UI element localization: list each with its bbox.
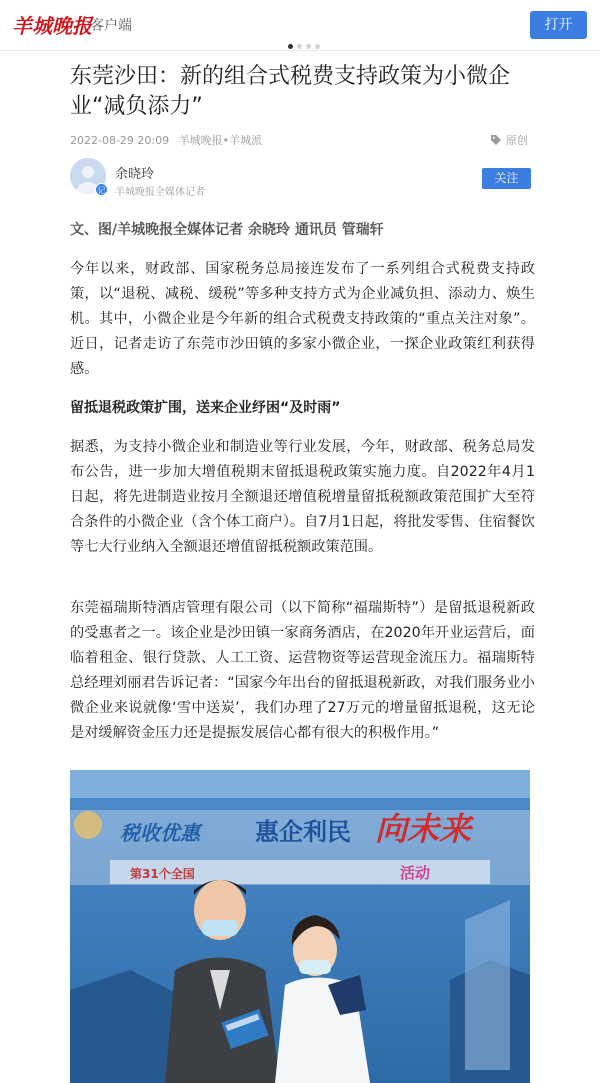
article-photo[interactable]: [70, 770, 530, 1083]
banner-accent-text: 向未来: [375, 810, 472, 848]
article-title: 东莞沙田：新的组合式税费支持政策为小微企业“减负添力”: [70, 64, 511, 119]
paragraph-1: 今年以来，财政部、国家税务总局接连发布了一系列组合式税费支持政策，以“退税、减税、缓税”等多种支持方式为企业减负担、添动力、焕生机。其中，小微企业是今年新的组合式税费支持政策的“重点关注对象”。近日，记者走访了东莞市沙田镇的多家小微企业，一探企业政策红利获得感。: [70, 261, 535, 377]
banner-activity-text: 活动: [400, 864, 431, 882]
topbar-divider: [0, 50, 600, 51]
paragraph-3: 东莞福瑞斯特酒店管理有限公司（以下简称“福瑞斯特”）是留抵退税新政的受惠者之一。该企业是沙田镇一家商务酒店，在2020年开业运营后，面临着租金、银行贷款、人工工资、运营物资等运营现金流压力。福瑞斯特总经理刘丽君告诉记者：“国家今年出台的留抵退税新政，对我们服务业小微企业来说就像‘雪中送炭’，我们办理了27万元的增量留抵退税，这无论是对缓解资金压力还是提振发展信心都有很大的积极作用。”: [70, 600, 535, 741]
original-label: 原创: [506, 134, 528, 147]
original-tag: [490, 132, 528, 148]
publish-date: 2022-08-29 20:09: [70, 134, 170, 147]
reporter-badge: 记: [95, 183, 108, 196]
page-dot: [297, 44, 302, 49]
article-byline: 文、图/羊城晚报全媒体记者 余晓玲 通讯员 管瑞轩: [70, 222, 384, 238]
banner-right-text: 惠企利民: [255, 818, 351, 846]
article-source[interactable]: 羊城晚报•羊城派: [178, 134, 263, 147]
article-meta: [70, 132, 268, 148]
page-dot: [315, 44, 320, 49]
brand-subtitle: 客户端: [90, 18, 132, 34]
banner-sub-text: 第31个全国: [130, 867, 195, 881]
follow-button[interactable]: 关注: [482, 168, 531, 189]
author-name[interactable]: 余晓玲: [115, 167, 155, 182]
banner-left-text: 税收优惠: [120, 821, 200, 845]
author-role: 羊城晚报全媒体记者: [115, 187, 205, 198]
open-app-button[interactable]: 打开: [530, 11, 587, 39]
brand-logo[interactable]: 羊城晚报: [12, 14, 92, 38]
paragraph-2: 据悉，为支持小微企业和制造业等行业发展，今年，财政部、税务总局发布公告，进一步加大增值税期末留抵退税政策实施力度。自2022年4月1日起，将先进制造业按月全额退还增值税增量留抵税额政策范围扩大至符合条件的小微企业（含个体工商户）。自7月1日起，将批发零售、住宿餐饮等七大行业纳入全额退还增值留抵税额政策范围。: [70, 439, 535, 555]
page-dot-active: [288, 44, 293, 49]
tag-icon: [490, 134, 502, 146]
photo-illustration: [70, 770, 530, 1083]
section-subhead: 留抵退税政策扩围，送来企业纾困“及时雨”: [70, 400, 341, 416]
page-dot: [306, 44, 311, 49]
top-bar: [0, 0, 600, 50]
